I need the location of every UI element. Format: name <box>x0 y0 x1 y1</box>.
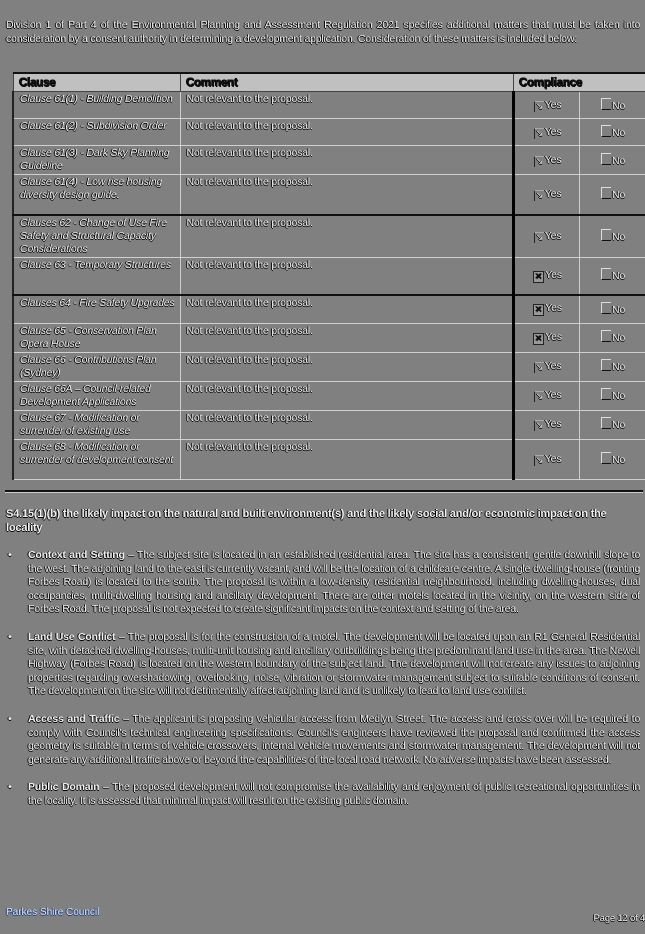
regulation-matters-table <box>12 72 645 480</box>
compliance-no-cell[interactable] <box>579 439 645 479</box>
bullet-title: Context and Setting <box>28 549 125 561</box>
no-checkbox-icon[interactable] <box>601 125 611 137</box>
intro-paragraph: Division 1 of Part 4 of the Environmental Planning and Assessment Regulation 2021 specifies additional matters that must be taken into consideration by a consent authority in determining a development application. Consideration of these matters is included below: <box>6 19 640 45</box>
compliance-no-cell[interactable] <box>579 410 645 439</box>
compliance-no-cell[interactable] <box>579 323 645 352</box>
compliance-yes-cell[interactable] <box>513 410 579 439</box>
yes-label: Yes <box>544 125 562 138</box>
no-label: No <box>611 453 626 466</box>
no-label: No <box>611 230 626 243</box>
bullet-icon: • <box>8 712 12 725</box>
no-checkbox-icon[interactable] <box>601 330 611 342</box>
compliance-yes-cell[interactable] <box>513 352 579 381</box>
bullet-icon: • <box>8 630 12 643</box>
no-label: No <box>611 126 626 139</box>
compliance-no-cell[interactable] <box>579 175 645 215</box>
impact-bullet-list <box>6 549 640 823</box>
no-checkbox-icon[interactable] <box>601 417 611 429</box>
no-checkbox-icon[interactable] <box>601 268 611 280</box>
bullet-item <box>6 631 640 699</box>
yes-label: Yes <box>544 452 562 465</box>
yes-label: Yes <box>544 98 562 111</box>
yes-label: Yes <box>544 153 562 166</box>
compliance-no-cell[interactable] <box>579 119 645 146</box>
table-row <box>13 146 645 175</box>
no-label: No <box>611 99 626 112</box>
bullet-text: – The subject site is located in an established residential area. The site has a consistent, gentle downhill slope to the west. The adjoining land to the east is currently vacant, and will be the location of a childcare centre. A single dwelling-house (fronting Forbes Road) is located to the south. The proposal is within a low-density residential neighbourhood, including dwelling-houses, dual occupancies, multi-dwelling housing and ancillary development. There are other motels located in the vicinity, on the western side of Forbes Road. The proposal is not expected to create significant impacts on the context and setting of the area. <box>28 549 640 616</box>
clause-cell: Clause 61(2) - Subdivision Order <box>13 119 180 146</box>
header-comment: Comment <box>180 73 513 92</box>
compliance-yes-cell[interactable] <box>513 119 579 146</box>
no-label: No <box>611 188 626 201</box>
table-row <box>13 323 645 352</box>
clause-cell: Clause 61(3) - Dark Sky Planning Guideline <box>13 146 180 175</box>
no-checkbox-icon[interactable] <box>601 452 611 464</box>
table-row <box>13 92 645 119</box>
yes-label: Yes <box>544 360 562 372</box>
no-label: No <box>611 303 626 316</box>
compliance-no-cell[interactable] <box>579 352 645 381</box>
compliance-yes-cell[interactable] <box>513 92 579 119</box>
compliance-yes-cell[interactable] <box>513 439 579 479</box>
table-row <box>13 381 645 410</box>
footer-organisation: Parkes Shire Council <box>6 907 100 918</box>
compliance-no-cell[interactable] <box>579 215 645 258</box>
clause-cell: Clause 67 - Modification or surrender of existing use <box>13 410 180 439</box>
comment-cell: Not relevant to the proposal. <box>180 381 513 410</box>
no-checkbox-icon[interactable] <box>601 153 611 165</box>
clause-cell: Clause 65 - Conservation Plan Opera House <box>13 323 180 352</box>
table-row <box>13 439 645 479</box>
yes-label: Yes <box>545 330 562 343</box>
compliance-yes-cell[interactable] <box>513 381 579 410</box>
yes-label: Yes <box>544 187 562 200</box>
table-row <box>13 295 645 323</box>
bullet-title: Land Use Conflict <box>28 630 116 643</box>
compliance-yes-cell[interactable] <box>513 323 579 352</box>
bullet-text: – The proposed development will not compromise the availability and enjoyment of public recreational opportunities in the locality. It is assessed that minimal impact will result on the existing public domain. <box>28 781 640 807</box>
comment-cell: Not relevant to the proposal. <box>180 175 513 215</box>
section-heading: S4.15(1)(b) the likely impact on the natural and built environment(s) and the likely social and/or economic impact on the locality <box>6 508 607 534</box>
comment-cell: Not relevant to the proposal. <box>180 119 513 146</box>
clause-cell: Clause 61(1) - Building Demolition <box>13 92 180 119</box>
bullet-title: Access and Traffic <box>28 712 120 725</box>
bullet-icon: • <box>8 781 12 794</box>
compliance-no-cell[interactable] <box>579 92 645 119</box>
compliance-no-cell[interactable] <box>579 146 645 175</box>
bullet-text: – The proposal is for the construction of a motel. The development will be located upon an R1 General Residential site, with detached dwelling-houses, multi-unit housing and ancillary outbuildings being the predominant land use in the area. The Newell Highway (Forbes Road) is located on the western boundary of the subject land. The development will not create any issues to adjoining properties regarding overshadowing, overlooking, noise, vibration or stormwater management subject to suitable conditions of consent. The development on the site will not detrimentally affect adjoining land and is unlikely to lead to land use conflict. <box>28 630 640 698</box>
yes-checkbox-icon[interactable]: ↘ <box>535 100 543 111</box>
yes-checkbox-icon[interactable]: ↘ <box>535 155 543 166</box>
bullet-item <box>6 781 640 808</box>
compliance-yes-cell[interactable] <box>513 215 579 258</box>
no-label: No <box>611 332 626 344</box>
yes-label: Yes <box>544 389 562 401</box>
yes-label: Yes <box>544 418 562 430</box>
yes-label: Yes <box>545 302 562 315</box>
yes-label: Yes <box>544 229 562 242</box>
no-label: No <box>611 390 626 402</box>
footer-page-number: Page 12 of 4 <box>593 913 645 924</box>
header-compliance: Compliance <box>513 73 645 92</box>
no-checkbox-icon[interactable] <box>601 229 611 241</box>
comment-cell: Not relevant to the proposal. <box>180 439 513 479</box>
yes-checkbox-icon[interactable]: ↘ <box>535 189 543 200</box>
compliance-no-cell[interactable] <box>579 381 645 410</box>
table-row <box>13 215 645 258</box>
yes-checkbox-icon[interactable]: ↘ <box>535 420 543 430</box>
yes-checkbox-icon[interactable]: ↘ <box>535 362 543 372</box>
bullet-title: Public Domain <box>28 781 100 794</box>
clause-cell: Clause 66 - Contributions Plan (Sydney) <box>13 352 180 381</box>
yes-checkbox-icon[interactable]: ✕ <box>535 304 543 315</box>
compliance-no-cell[interactable] <box>579 295 645 323</box>
no-checkbox-icon[interactable] <box>601 388 611 400</box>
yes-checkbox-icon[interactable]: ↘ <box>535 454 543 465</box>
bullet-item <box>6 549 640 617</box>
clause-cell: Clauses 64 - Fire Safety Upgrades <box>13 295 180 323</box>
clause-cell: Clauses 62 - Change of Use Fire Safety and Structural Capacity Considerations <box>13 215 180 258</box>
clause-cell: Clause 61(4) - Low rise housing diversity design guide. <box>13 175 180 215</box>
comment-cell: Not relevant to the proposal. <box>180 295 513 323</box>
comment-cell: Not relevant to the proposal. <box>180 352 513 381</box>
no-label: No <box>611 361 626 373</box>
yes-checkbox-icon[interactable]: ✕ <box>535 270 543 281</box>
comment-cell: Not relevant to the proposal. <box>180 410 513 439</box>
comment-cell: Not relevant to the proposal. <box>180 257 513 295</box>
header-clause: Clause <box>13 73 180 92</box>
compliance-yes-cell[interactable] <box>513 175 579 215</box>
comment-cell: Not relevant to the proposal. <box>180 215 513 258</box>
comment-cell: Not relevant to the proposal. <box>180 92 513 119</box>
compliance-yes-cell[interactable] <box>513 257 579 295</box>
yes-checkbox-icon[interactable]: ✕ <box>535 332 543 343</box>
compliance-yes-cell[interactable] <box>513 295 579 323</box>
bullet-item <box>6 713 640 767</box>
compliance-no-cell[interactable] <box>579 257 645 295</box>
table-row <box>13 175 645 215</box>
no-checkbox-icon[interactable] <box>601 98 611 110</box>
yes-checkbox-icon[interactable]: ↘ <box>535 127 543 138</box>
bullet-icon: • <box>8 549 12 561</box>
no-label: No <box>611 154 626 167</box>
no-checkbox-icon[interactable] <box>601 359 611 371</box>
yes-label: Yes <box>545 268 562 281</box>
no-checkbox-icon[interactable] <box>601 187 611 199</box>
yes-checkbox-icon[interactable]: ↘ <box>535 231 543 242</box>
compliance-yes-cell[interactable] <box>513 146 579 175</box>
table-row <box>13 257 645 295</box>
bullet-text: – The applicant is proposing vehicular access from Medlyn Street. The access and cross over will be required to comply with Council's technical engineering specifications. Council's engineers have reviewed the proposal and confirmed the access geometry is suitable in terms of vehicle crossovers, internal vehicle movements and stormwater management. The development will not generate any additional traffic above or beyond the capabilities of the local road network. No adverse impacts have been assessed. <box>28 712 640 766</box>
table-row <box>13 410 645 439</box>
section-divider <box>5 490 643 493</box>
table-row <box>13 119 645 146</box>
comment-cell: Not relevant to the proposal. <box>180 146 513 175</box>
comment-cell: Not relevant to the proposal. <box>180 323 513 352</box>
table-header-row <box>13 73 645 92</box>
no-checkbox-icon[interactable] <box>601 302 611 314</box>
clause-cell: Clause 63 - Temporary Structures <box>13 257 180 295</box>
no-label: No <box>611 419 626 431</box>
no-label: No <box>611 270 626 283</box>
clause-cell: Clause 68 - Modification or surrender of development consent <box>13 439 180 479</box>
clause-cell: Clause 66A – Council-related Development Applications <box>13 381 180 410</box>
yes-checkbox-icon[interactable]: ↘ <box>535 391 543 401</box>
table-row <box>13 352 645 381</box>
